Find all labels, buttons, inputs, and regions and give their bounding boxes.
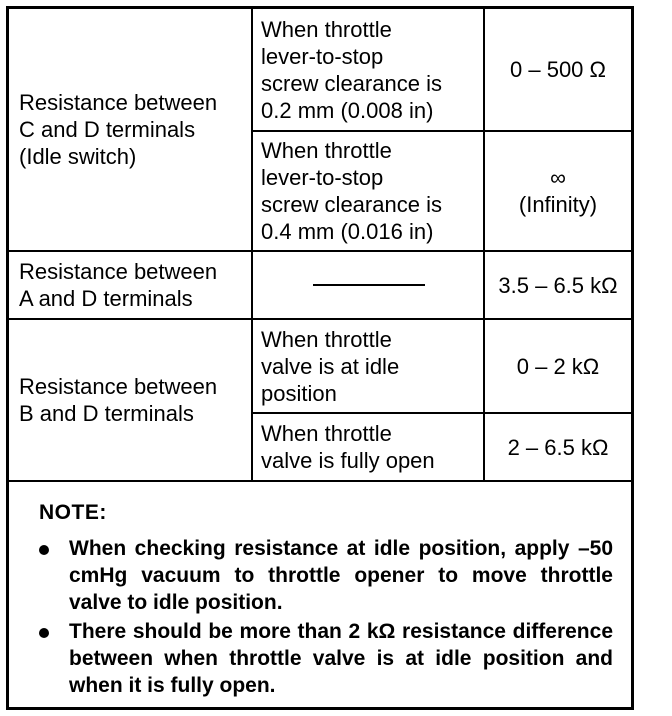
value-text: 0 – 500 Ω	[510, 57, 606, 82]
note-item	[9, 535, 631, 616]
label-line: A and D terminals	[19, 286, 193, 311]
condition-line: position	[261, 380, 337, 406]
row-label-bd	[9, 319, 252, 481]
condition-line: screw clearance is	[261, 70, 442, 96]
label-line: Resistance between	[19, 90, 218, 115]
note-item	[9, 618, 631, 699]
condition-line: lever-to-stop	[261, 165, 384, 190]
condition-cell	[252, 319, 484, 413]
value-text: 2 – 6.5 kΩ	[507, 434, 609, 460]
condition-line: When throttle	[261, 421, 392, 446]
bullet-icon	[39, 628, 49, 638]
condition-cell	[252, 9, 484, 131]
label-line: Resistance between	[19, 259, 218, 284]
condition-line: screw clearance is	[261, 192, 442, 217]
note-list	[9, 535, 631, 701]
condition-line: When throttle	[261, 326, 392, 352]
label-line: Resistance between	[19, 374, 218, 399]
resistance-table	[9, 9, 631, 482]
value-cell	[484, 413, 631, 481]
value-text: 3.5 – 6.5 kΩ	[498, 272, 618, 298]
condition-line: When throttle	[261, 138, 392, 163]
label-line: (Idle switch)	[19, 144, 137, 169]
label-line: B and D terminals	[19, 401, 194, 426]
table-row	[9, 251, 631, 319]
value-text: 0 – 2 kΩ	[516, 353, 600, 379]
note-text: When checking resistance at idle position, apply –50 cmHg vacuum to throttle opener to move throttle valve to idle position.	[69, 537, 613, 614]
bullet-icon	[39, 545, 49, 555]
condition-cell-empty	[252, 251, 484, 319]
table-row	[9, 9, 631, 131]
note-text: There should be more than 2 kΩ resistance difference between when throttle valve is at idle position and when it is fully open.	[69, 620, 613, 697]
condition-cell	[252, 131, 484, 251]
condition-line: valve is fully open	[261, 448, 435, 473]
infinity-symbol: ∞	[550, 165, 566, 190]
row-label-cd	[9, 9, 252, 251]
row-label-ad	[9, 251, 252, 319]
condition-line: 0.2 mm (0.008 in)	[261, 97, 434, 123]
value-cell	[484, 131, 631, 251]
label-line: C and D terminals	[19, 117, 196, 142]
value-cell	[484, 9, 631, 131]
table-row	[9, 319, 631, 413]
condition-cell	[252, 413, 484, 481]
note-section	[9, 481, 631, 707]
value-text: (Infinity)	[518, 192, 598, 217]
condition-line: valve is at idle	[261, 353, 400, 379]
condition-line: When throttle	[261, 16, 392, 42]
spec-panel	[6, 6, 634, 710]
condition-line: 0.4 mm (0.016 in)	[261, 219, 434, 244]
dash-line	[313, 284, 425, 286]
value-cell	[484, 251, 631, 319]
condition-line: lever-to-stop	[261, 43, 384, 69]
note-title: NOTE:	[39, 501, 107, 524]
value-cell	[484, 319, 631, 413]
